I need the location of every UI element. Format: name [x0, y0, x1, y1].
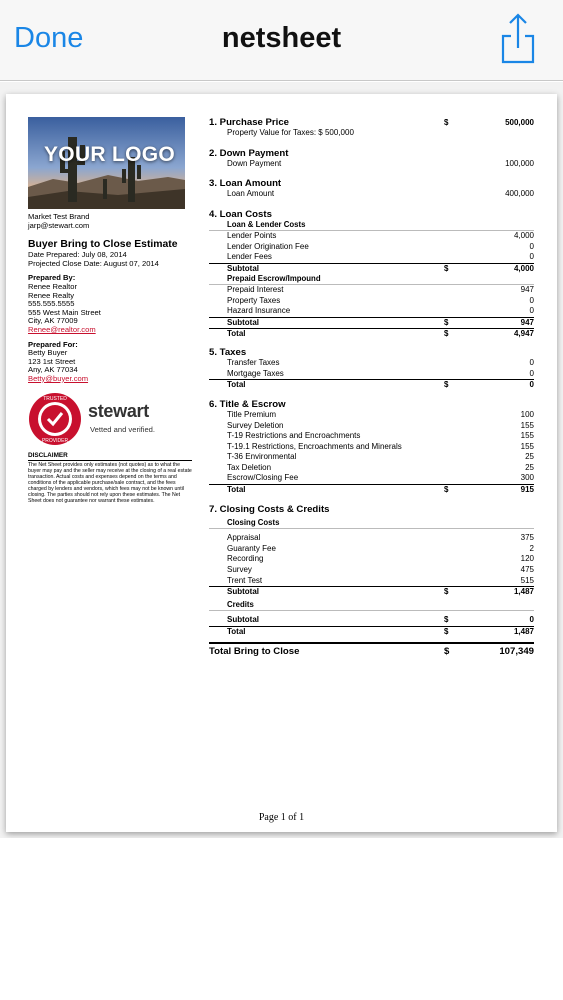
subsection-header: Loan & Lender Costs [209, 220, 534, 232]
stewart-brand [28, 392, 198, 452]
row-label: T-36 Environmental [227, 452, 297, 462]
row-label: Total [227, 380, 246, 390]
row-label: Trent Test [227, 575, 263, 585]
subtotal-row [209, 615, 534, 626]
prepared-by-line: Renee Realty [28, 290, 75, 300]
projected-close-date: Projected Close Date: August 07, 2014 [28, 258, 159, 268]
table-row [209, 554, 534, 565]
total-row [209, 626, 534, 637]
row-label: Property Taxes [227, 295, 281, 305]
row-value: 300 [520, 473, 534, 483]
table-row [209, 369, 534, 380]
stewart-tagline: Vetted and verified. [90, 424, 156, 434]
row-value: 375 [520, 533, 534, 543]
total-row [209, 379, 534, 390]
section-title: 6. Title & Escrow [209, 398, 286, 410]
row-label: Appraisal [227, 533, 261, 543]
row-label: Subtotal [227, 615, 259, 625]
currency-symbol: $ [444, 317, 449, 327]
currency-symbol: $ [444, 587, 449, 597]
left-column [28, 117, 198, 504]
table-row [209, 358, 534, 369]
table-row [209, 410, 534, 421]
table-row [209, 565, 534, 576]
row-value: 947 [520, 285, 534, 295]
row-value: 4,000 [513, 231, 534, 241]
row-value: 155 [520, 441, 534, 451]
row-label: Subtotal [227, 317, 259, 327]
brand-name: Market Test Brand [28, 212, 90, 221]
row-value: 100,000 [505, 158, 534, 168]
section-title: 5. Taxes [209, 347, 247, 359]
subsection-header: Prepaid Escrow/Impound [209, 274, 534, 286]
table-row [209, 576, 534, 587]
table-row [209, 473, 534, 484]
row-value: 25 [525, 452, 534, 462]
row-value: 0 [529, 368, 534, 378]
prepared-by-line: 555.555.5555 [28, 299, 75, 309]
purchase-price-value: 500,000 [505, 118, 534, 127]
currency-symbol: $ [444, 626, 449, 636]
currency-symbol: $ [444, 264, 449, 274]
estimate-title: Buyer Bring to Close Estimate [28, 239, 178, 251]
table-row [209, 242, 534, 253]
row-value: 947 [520, 317, 534, 327]
row-value: 515 [520, 575, 534, 585]
row-label: Subtotal [227, 264, 259, 274]
row-value: 25 [525, 462, 534, 472]
note-text: Property Value for Taxes: $ 500,000 [227, 128, 354, 137]
prepared-by-line: Renee Realtor [28, 281, 77, 291]
row-label: Title Premium [227, 409, 277, 419]
trusted-provider-badge-icon [28, 392, 82, 446]
section-title: 3. Loan Amount [209, 178, 282, 190]
subtotal-row [209, 263, 534, 274]
row-label: Lender Origination Fee [227, 241, 309, 251]
row-value: 155 [520, 420, 534, 430]
row-label: Total [227, 328, 246, 338]
table-row [209, 544, 534, 555]
row-label: Total [227, 626, 246, 636]
prepared-for-line: 123 1st Street [28, 356, 76, 366]
table-row [209, 285, 534, 296]
row-label: T-19 Restrictions and Encroachments [227, 431, 361, 441]
table-row [209, 189, 534, 200]
share-icon[interactable] [500, 12, 536, 64]
row-value: 0 [529, 380, 534, 390]
row-label: Down Payment [227, 158, 282, 168]
row-label: Mortgage Taxes [227, 368, 284, 378]
viewer-empty-area [0, 838, 563, 1000]
subtotal-row [209, 586, 534, 597]
done-button[interactable]: Done [14, 22, 84, 54]
page-number: Page 1 of 1 [258, 812, 305, 823]
prepared-by-email-link[interactable]: Renee@realtor.com [28, 324, 96, 334]
row-label: Lender Points [227, 231, 277, 241]
row-value: 0 [529, 241, 534, 251]
right-column [209, 117, 534, 657]
row-label: Hazard Insurance [227, 306, 291, 316]
table-row [209, 533, 534, 544]
prepared-for-line: Any, AK 77034 [28, 365, 78, 375]
disclaimer-text: The Net Sheet provides only estimates (not quotes) as to what the buyer may pay and the seller may receive at the closing of a real estate transaction. Actual costs and expenses depend on the terms and conditions of the applicable purchase/sale contract, and the fees charged by lenders and vendors, which fees may not be known until closing. The parties should not rely upon these estimates. The Net Sheet does not guarantee nor warrant these estimates. [28, 461, 192, 505]
currency-symbol: $ [444, 615, 449, 625]
prepared-by-line: 555 West Main Street [28, 307, 101, 317]
prepared-for-email-link[interactable]: Betty@buyer.com [28, 373, 89, 383]
prepared-by-label: Prepared By: [28, 273, 76, 283]
row-value: 1,487 [513, 587, 534, 597]
table-row [209, 452, 534, 463]
section-title: 2. Down Payment [209, 147, 289, 159]
navigation-bar [0, 0, 563, 81]
grand-total-label: Total Bring to Close [209, 646, 300, 658]
stewart-logo-text: stewart [88, 400, 149, 421]
total-row [209, 484, 534, 495]
row-label: Prepaid Interest [227, 285, 284, 295]
row-value: 2 [529, 543, 534, 553]
currency-symbol: $ [444, 380, 449, 390]
property-value-note [209, 128, 534, 139]
row-label: T-19.1 Restrictions, Encroachments and Minerals [227, 441, 402, 451]
disclaimer-title: DISCLAIMER [28, 452, 192, 461]
row-value: 155 [520, 431, 534, 441]
total-row [209, 328, 534, 339]
page-title: netsheet [221, 22, 342, 54]
table-row [209, 442, 534, 453]
currency-symbol: $ [444, 646, 450, 658]
prepared-for-line: Betty Buyer [28, 348, 68, 358]
row-value: 100 [520, 409, 534, 419]
date-prepared: Date Prepared: July 08, 2014 [28, 250, 127, 260]
row-value: 0 [529, 306, 534, 316]
table-row [209, 252, 534, 263]
currency-symbol: $ [444, 118, 449, 127]
row-label: Subtotal [227, 587, 259, 597]
logo-text: YOUR LOGO [44, 143, 176, 166]
table-row [209, 306, 534, 317]
section-title [209, 117, 534, 128]
table-row [209, 231, 534, 242]
subtotal-row [209, 317, 534, 328]
row-label: Survey Deletion [227, 420, 284, 430]
prepared-for-label: Prepared For: [28, 339, 78, 349]
section-title-text: 1. Purchase Price [209, 117, 289, 128]
row-value: 4,000 [513, 264, 534, 274]
row-label: Guaranty Fee [227, 543, 276, 553]
row-value: 475 [520, 564, 534, 574]
row-value: 0 [529, 358, 534, 368]
currency-symbol: $ [444, 485, 449, 495]
svg-text:TRUSTED: TRUSTED [43, 395, 67, 402]
table-row [209, 296, 534, 307]
row-value: 0 [529, 295, 534, 305]
section-title: 4. Loan Costs [209, 208, 272, 220]
row-value: 0 [529, 615, 534, 625]
row-value: 4,947 [513, 328, 534, 338]
row-value: 0 [529, 252, 534, 262]
row-label: Loan Amount [227, 189, 275, 199]
svg-text:PROVIDER: PROVIDER [41, 437, 69, 444]
prepared-by-line: City, AK 77009 [28, 316, 78, 326]
row-value: 1,487 [513, 626, 534, 636]
subsection-header: Credits [209, 600, 534, 612]
row-value: 400,000 [505, 189, 534, 199]
row-label: Escrow/Closing Fee [227, 473, 299, 483]
brand-email: jarp@stewart.com [28, 220, 90, 230]
currency-symbol: $ [444, 328, 449, 338]
document-page [6, 94, 557, 832]
table-row [209, 463, 534, 474]
row-label: Tax Deletion [227, 462, 272, 472]
row-value: 120 [520, 554, 534, 564]
subsection-header: Closing Costs [209, 518, 534, 530]
logo [28, 117, 185, 209]
grand-total-value: 107,349 [499, 646, 534, 658]
row-label: Transfer Taxes [227, 358, 280, 368]
grand-total-row [209, 642, 534, 657]
document-viewer[interactable] [0, 82, 563, 1000]
row-label: Lender Fees [227, 252, 272, 262]
row-label: Survey [227, 564, 252, 574]
section-title: 7. Closing Costs & Credits [209, 503, 330, 515]
row-value: 915 [520, 485, 534, 495]
table-row [209, 431, 534, 442]
row-label: Recording [227, 554, 264, 564]
table-row [209, 159, 534, 170]
row-label: Total [227, 485, 246, 495]
table-row [209, 421, 534, 432]
